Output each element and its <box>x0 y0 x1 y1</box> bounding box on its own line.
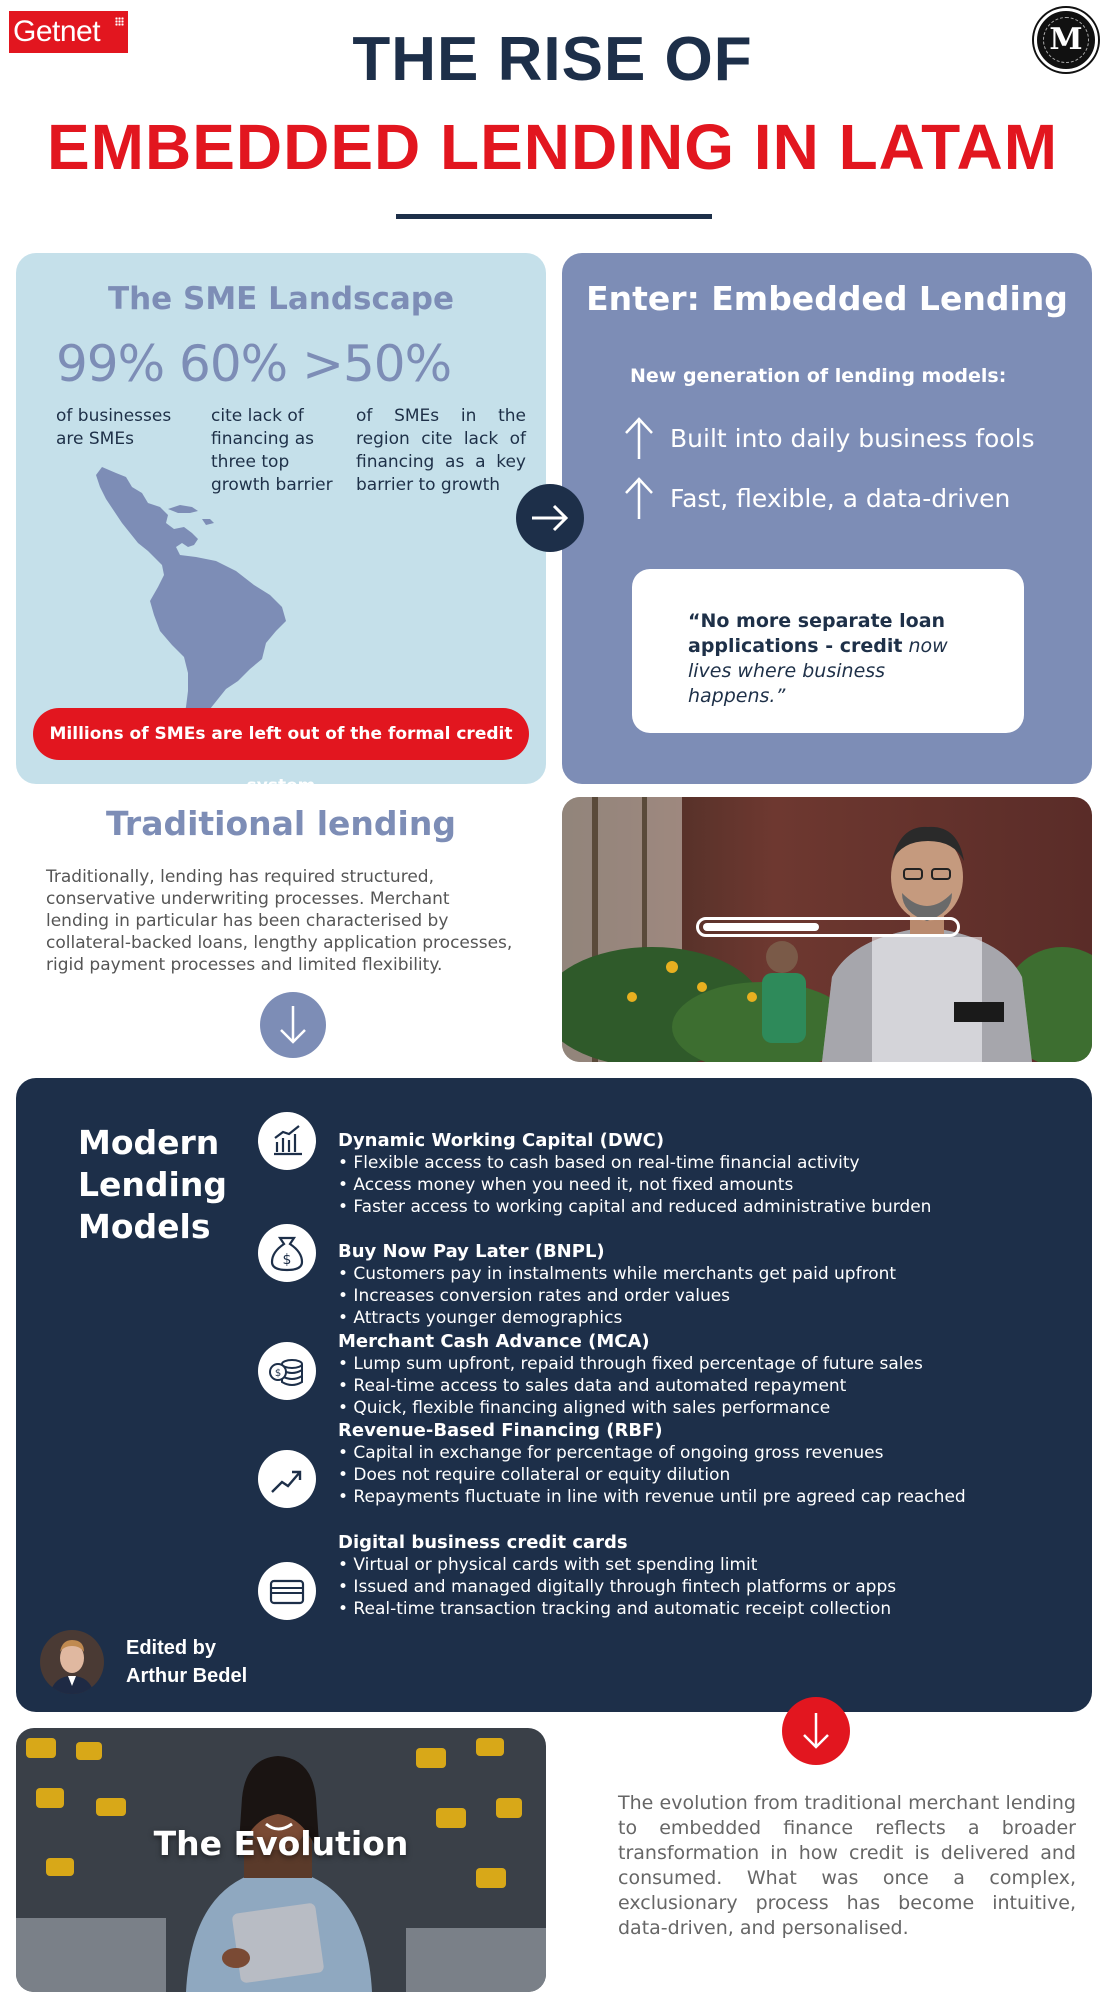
svg-text:$: $ <box>274 1368 282 1379</box>
model-rbf <box>338 1420 1058 1508</box>
model-bullet: • Does not require collateral or equity dilution <box>338 1465 731 1485</box>
stat-desc-3: of SMEs in the region cite lack of financing as a key barrier to growth <box>356 406 526 495</box>
arrow-right-icon <box>516 484 584 552</box>
latin-america-map-icon <box>76 463 316 743</box>
enter-item-text-2: Fast, flexible, a data-driven <box>670 483 1011 513</box>
model-bnpl <box>338 1241 1058 1329</box>
trend-up-icon <box>258 1450 316 1508</box>
page-title-line1: THE RISE OF <box>352 25 753 94</box>
page-title-line2: EMBEDDED LENDING IN LATAM <box>46 111 1059 183</box>
stat-value-1: 99% <box>56 335 165 393</box>
enter-item-1 <box>622 415 1035 461</box>
merchant-photo <box>562 797 1092 1062</box>
model-bullet: • Access money when you need it, not fixed amounts <box>338 1175 794 1195</box>
model-bullet: • Real-time access to sales data and automated repayment <box>338 1376 847 1396</box>
model-bullet: • Capital in exchange for percentage of ongoing gross revenues <box>338 1443 884 1463</box>
model-bullet: • Issued and managed digitally through fintech platforms or apps <box>338 1577 897 1597</box>
stat-desc-2: cite lack of financing as three top growth barrier <box>211 406 333 495</box>
model-title: Merchant Cash Advance (MCA) <box>338 1331 650 1352</box>
model-bullet: • Lump sum upfront, repaid through fixed percentage of future sales <box>338 1354 923 1374</box>
model-bullet: • Real-time transaction tracking and automatic receipt collection <box>338 1599 892 1619</box>
credit-card-icon <box>258 1562 316 1620</box>
evolution-text: The evolution from traditional merchant lending to embedded finance reflects a broader transformation in how credit is delivered and consumed. What was once a complex, exclusionary process has become intuitive, data-driven, and personalised. <box>618 1792 1076 1939</box>
arrow-up-icon <box>622 475 656 521</box>
svg-text:$: $ <box>282 1252 292 1268</box>
sme-landscape-panel <box>16 253 546 796</box>
model-credit-cards <box>338 1532 1058 1620</box>
money-bag-icon <box>258 1224 316 1282</box>
modern-title: Modern Lending Models <box>78 1123 227 1246</box>
modern-lending-panel <box>16 1078 1092 1712</box>
evolution-photo <box>16 1728 546 1992</box>
model-bullet: • Quick, flexible financing aligned with sales performance <box>338 1398 831 1418</box>
stat-value-2: 60% <box>179 335 288 393</box>
sme-credit-banner: Millions of SMEs are left out of the formal credit system <box>33 708 529 760</box>
model-bullet: • Customers pay in instalments while merchants get paid upfront <box>338 1264 897 1284</box>
enter-item-2 <box>622 475 1010 521</box>
avatar <box>40 1630 104 1694</box>
traditional-title: Traditional lending <box>106 804 456 843</box>
editor-credit <box>40 1630 247 1694</box>
bar-chart-icon <box>258 1112 316 1170</box>
stat-desc-1: of businesses are SMEs <box>56 406 172 449</box>
progress-bar <box>696 917 960 937</box>
enter-title: Enter: Embedded Lending <box>586 279 1068 318</box>
editor-text <box>126 1634 247 1690</box>
coins-icon <box>258 1342 316 1400</box>
model-mca <box>338 1331 1058 1419</box>
stats-row <box>56 335 451 393</box>
model-title: Revenue-Based Financing (RBF) <box>338 1420 663 1441</box>
stat-value-3: >50% <box>302 335 452 393</box>
model-title: Buy Now Pay Later (BNPL) <box>338 1241 605 1262</box>
traditional-text: Traditionally, lending has required structured, conservative underwriting processes. Merchant lending in particular has been characterised by collateral-backed loans, lengthy application processes, rigid payment processes and limited flexibility. <box>46 867 513 975</box>
badge-letter: M <box>1049 22 1083 57</box>
model-title: Dynamic Working Capital (DWC) <box>338 1130 665 1151</box>
enter-item-text-1: Built into daily business fools <box>670 423 1035 453</box>
model-bullet: • Increases conversion rates and order values <box>338 1286 731 1306</box>
title-divider <box>396 214 712 219</box>
enter-subtitle: New generation of lending models: <box>630 365 1007 387</box>
evolution-title: The Evolution <box>153 1824 409 1863</box>
model-dwc <box>338 1130 1058 1218</box>
model-bullet: • Faster access to working capital and reduced administrative burden <box>338 1197 932 1217</box>
model-bullet: • Repayments fluctuate in line with revenue until pre agreed cap reached <box>338 1487 966 1507</box>
quote-italic: now lives where business happens.” <box>688 635 948 707</box>
arrow-up-icon <box>622 415 656 461</box>
model-title: Digital business credit cards <box>338 1532 628 1553</box>
quote-bold: “No more separate loan applications - credit <box>688 610 946 657</box>
progress-fill <box>703 923 819 931</box>
model-bullet: • Attracts younger demographics <box>338 1308 623 1328</box>
quote-card <box>632 569 1024 733</box>
editor-line2: Arthur Bedel <box>126 1665 248 1687</box>
logo-text: Getnet <box>13 15 101 48</box>
sme-title: The SME Landscape <box>107 281 455 317</box>
embedded-lending-panel <box>562 253 1092 784</box>
editor-line1: Edited by <box>126 1637 217 1659</box>
arrow-down-icon <box>782 1697 850 1765</box>
model-bullet: • Virtual or physical cards with set spending limit <box>338 1555 758 1575</box>
arrow-down-icon <box>260 992 326 1058</box>
model-bullet: • Flexible access to cash based on real-time financial activity <box>338 1153 860 1173</box>
